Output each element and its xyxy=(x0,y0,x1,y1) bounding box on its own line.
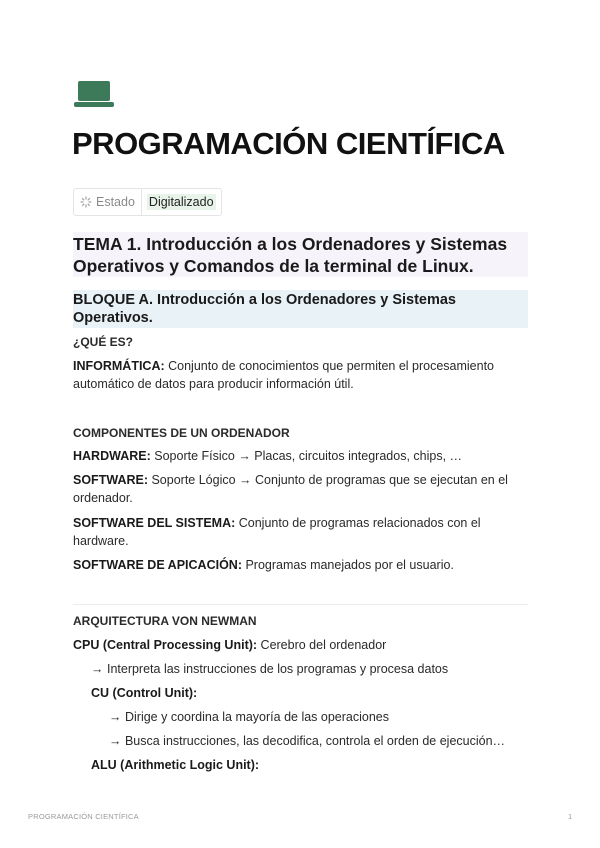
status-tag: Digitalizado xyxy=(148,195,214,209)
heading-bloque-a: BLOQUE A. Introducción a los Ordenadores y Sistemas Operativos. xyxy=(73,290,528,328)
component-term: SOFTWARE: xyxy=(73,473,148,487)
component-software xyxy=(73,471,528,507)
alu-line xyxy=(91,756,528,774)
architecture-heading: ARQUITECTURA VON NEWMAN xyxy=(73,614,257,628)
component-text: Programas manejados por el usuario. xyxy=(241,558,454,572)
property-key-label: Estado xyxy=(96,195,135,209)
cu-line xyxy=(91,684,528,702)
component-term: SOFTWARE DE APICACIÓN: xyxy=(73,558,242,572)
definition-paragraph xyxy=(73,357,528,393)
laptop-icon xyxy=(74,80,114,108)
component-text: Conjunto de programas relacionados con el hardware. xyxy=(73,516,481,548)
component-system-software xyxy=(73,514,528,550)
property-key xyxy=(74,189,142,215)
cpu-bullet: → Interpreta las instrucciones de los programas y procesa datos xyxy=(91,662,449,676)
heading-tema-1: TEMA 1. Introducción a los Ordenadores y Sistemas Operativos y Comandos de la terminal de Linux. xyxy=(73,232,528,277)
property-value[interactable] xyxy=(142,189,221,215)
page-title: PROGRAMACIÓN CIENTÍFICA xyxy=(72,126,505,161)
footer-page-number: 1 xyxy=(568,812,573,821)
cpu-text: Cerebro del ordenador xyxy=(257,638,387,652)
component-application-software xyxy=(73,556,528,574)
cu-term: CU (Control Unit): xyxy=(91,686,198,700)
component-term: HARDWARE: xyxy=(73,449,151,463)
footer-title: PROGRAMACIÓN CIENTÍFICA xyxy=(28,812,139,821)
property-row[interactable] xyxy=(73,188,222,216)
component-text: Soporte Lógico → Conjunto de programas que se ejecutan en el ordenador. xyxy=(73,473,508,505)
component-term: SOFTWARE DEL SISTEMA: xyxy=(73,516,236,530)
components-heading: COMPONENTES DE UN ORDENADOR xyxy=(73,426,290,440)
question-heading: ¿QUÉ ES? xyxy=(73,335,134,349)
component-text: Soporte Físico → Placas, circuitos integrados, chips, … xyxy=(150,449,463,463)
cpu-line xyxy=(73,636,528,654)
component-hardware xyxy=(73,447,528,465)
alu-term: ALU (Arithmetic Logic Unit): xyxy=(91,758,260,772)
cu-bullet: → Dirige y coordina la mayoría de las operaciones xyxy=(109,710,389,724)
cu-bullet: → Busca instrucciones, las decodifica, controla el orden de ejecución… xyxy=(109,734,506,748)
cpu-term: CPU (Central Processing Unit): xyxy=(73,638,258,652)
status-spinner-icon xyxy=(80,196,92,208)
definition-text: Conjunto de conocimientos que permiten el procesamiento automático de datos para producir información útil. xyxy=(73,359,495,391)
definition-term: INFORMÁTICA: xyxy=(73,359,165,373)
divider xyxy=(73,604,528,605)
